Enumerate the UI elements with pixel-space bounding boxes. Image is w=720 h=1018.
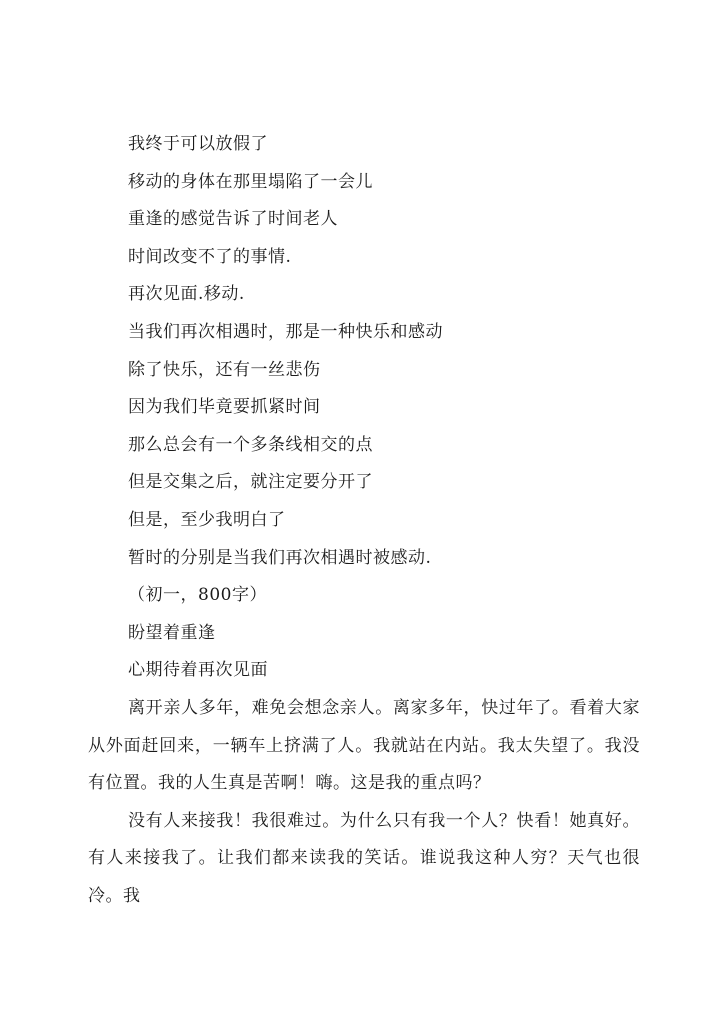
document-body — [88, 126, 640, 915]
text-line: 我终于可以放假了 — [128, 134, 268, 154]
text-line: 移动的身体在那里塌陷了一会儿 — [128, 171, 373, 192]
text-line: 时间改变不了的事情. — [128, 246, 292, 267]
text-line: 盼望着重逢 — [128, 622, 216, 643]
text-line: 但是，至少我明白了 — [128, 509, 286, 530]
text-line: 心期待着再次见面 — [128, 660, 268, 681]
text-line: 因为我们毕竟要抓紧时间 — [128, 397, 321, 418]
text-line: （初一，800字） — [128, 585, 267, 606]
text-line: 但是交集之后，就注定要分开了 — [128, 472, 373, 493]
text-line: 除了快乐，还有一丝悲伤 — [128, 359, 321, 380]
text-line: 当我们再次相遇时，那是一种快乐和感动 — [128, 321, 443, 342]
paragraph: 没有人来接我！我很难过。为什么只有我一个人？快看！她真好。有人来接我了。让我们都来读我的笑话。谁说我这种人穷？天气也很冷。我 — [88, 810, 640, 906]
text-line: 暂时的分别是当我们再次相遇时被感动. — [128, 547, 432, 568]
text-line: 重逢的感觉告诉了时间老人 — [128, 209, 338, 230]
text-line: 那么总会有一个多条线相交的点 — [128, 434, 373, 455]
text-line: 再次见面.移动. — [128, 284, 245, 305]
paragraph: 离开亲人多年，难免会想念亲人。离家多年，快过年了。看着大家从外面赶回来，一辆车上挤满了人。我就站在内站。我太失望了。我没有位置。我的人生真是苦啊！嗨。这是我的重点吗？ — [88, 697, 640, 794]
